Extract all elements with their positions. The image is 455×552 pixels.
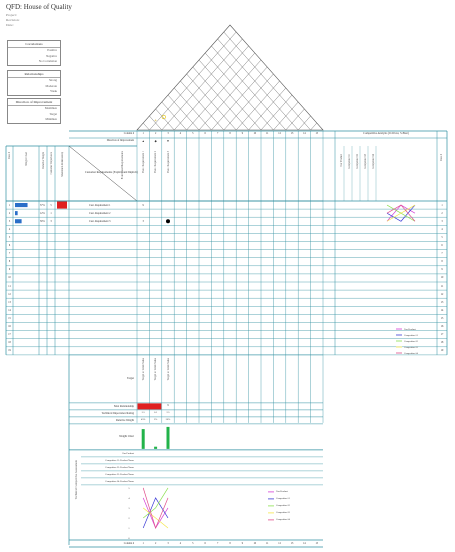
functional-requirements-heading: Functional Requirements [121,151,124,180]
left-header-label: Relative Weight [41,152,45,169]
direction-symbol: ▲ [141,139,145,143]
column-number: 7 [216,132,219,135]
column-number: 9 [241,132,244,135]
target-value: Target or Limit Value [141,357,145,381]
direction-symbol: ◆ [154,139,157,143]
customer-requirement-label: Cust. Requirement 3 [89,219,111,223]
row-number-right: 15 [440,316,444,320]
competitive-legend-label: Competitor #3 [404,345,418,349]
legend-moderate: Moderate [45,83,57,88]
bottom-column-number: 5 [192,541,194,545]
row-number: 5 [8,235,11,239]
bottom-column-label: Column # [123,541,134,545]
bottom-column-number: 2 [154,541,157,545]
left-header-label: Maximum Relationship [60,152,64,177]
row-number-right: 9 [441,268,443,272]
row-number: 17 [8,333,11,337]
revision-label: Revision: [6,18,20,22]
column-number: 3 [167,132,169,135]
relative-weight-value: 57% [40,203,45,207]
legend-minimize: Minimize [45,117,57,121]
competitive-row-label: Competitor #2: Product Name [105,465,134,469]
technical-legend-label: Competitor #1 [276,497,290,501]
column-number: 8 [229,132,231,135]
column-header-label: Column # [123,132,134,135]
competitive-header: Competitor #4 [372,154,375,170]
relationship-value: 9 [142,203,144,207]
row-number: 2 [8,211,11,215]
technical-importance-value: 2.5 [166,411,170,415]
bottom-row-label: Weight Chart [119,435,134,439]
competitive-legend-label: Competitor #4 [404,351,418,355]
row-number: 13 [8,300,11,304]
direction-symbol: ▼ [166,139,170,143]
row-number-right: 4 [441,227,443,231]
legend-weak: Weak [50,89,57,93]
roof-correlation-symbol: + [154,119,158,124]
weight-chart-bar [154,447,157,449]
bottom-column-number: 10 [253,541,257,545]
technical-legend-label: Competitor #3 [276,511,290,515]
bottom-row-label: Relative Weight [116,418,134,422]
relative-weight-bottom-value: 50% [165,418,171,422]
column-number: 13 [290,132,294,135]
row-number-right: 12 [440,292,444,296]
customer-importance-value: 5 [50,203,52,207]
row-number-header-right: Row # [440,154,443,161]
bottom-row-label: Technical Importance Rating [101,411,134,415]
technical-series-line [143,498,168,528]
column-number: 4 [179,132,182,135]
customer-requirement-label: Cust. Requirement 2 [89,211,111,215]
competitive-header: Competitor #1 [348,154,351,170]
row-number-right: 13 [440,300,444,304]
bottom-row-label: Target [126,377,134,381]
technical-importance-value: 0.1 [154,411,158,415]
bottom-column-number: 7 [216,541,219,545]
target-value: Target or Limit Value [154,357,158,381]
column-number: 2 [154,132,157,135]
column-number: 15 [315,132,319,135]
relationships-legend-title: Relationships [8,71,60,78]
relative-weight-value: 12% [40,211,45,215]
customer-requirement-label: Cust. Requirement 1 [89,203,111,207]
functional-requirement-label: Func. Requirement 2 [154,151,158,173]
correlation-roof [137,25,323,130]
bottom-row-label: Max Relationship [114,404,134,408]
column-number: 5 [192,132,194,135]
row-number: 8 [8,260,11,264]
date-label: Date: [6,23,14,27]
left-header-label: Weight Chart [24,152,28,166]
customer-importance-value: 3 [50,219,52,223]
legend-target: Target [49,111,57,116]
weight-bar [15,211,18,215]
row-number-right: 6 [441,244,443,247]
column-number: 10 [253,132,257,135]
row-number-right: 11 [440,284,444,288]
row-number: 3 [8,219,11,223]
competitive-analysis-title: Competitive Analysis (0=Worst, 5=Best) [363,132,409,135]
chart-axis-tick: 3 [128,506,130,510]
project-label: Project: [6,13,17,17]
row-number: 10 [8,276,11,280]
legend-negative: Negative [46,53,57,58]
technical-legend-label: Competitor #4 [276,518,290,522]
row-number: 7 [8,252,11,256]
relative-weight-value: 30% [40,219,45,223]
functional-requirement-label: Func. Requirement 3 [166,151,170,173]
bottom-column-number: 6 [204,541,206,545]
competitive-legend-label: Our Product [404,327,416,331]
customer-importance-value: 1 [50,211,52,215]
column-number: 6 [204,132,206,135]
weight-chart-bar [142,429,145,449]
legend-maximize: Maximize [44,106,57,110]
target-value: Target or Limit Value [166,357,170,381]
max-relationship-marker [57,202,67,209]
competitive-header: Our Product [340,154,343,167]
relationship-value: 3 [142,219,144,223]
bottom-column-number: 15 [315,541,319,545]
bottom-column-number: 4 [179,541,182,545]
bottom-column-number: 8 [229,541,231,545]
technical-series-line [143,508,168,528]
max-relationship-value: 9 [167,404,169,408]
competitive-header: Competitor #2 [356,154,359,170]
relationship-strong-dot [166,219,170,223]
row-number: 12 [8,292,11,296]
row-number-right: 14 [440,308,444,312]
correlations-legend-title: Correlations [8,41,60,48]
competitive-row-label: Competitor #4: Product Name [105,479,134,483]
customer-requirements-heading: Customer Requirements (Explicit and Implicit) [85,171,138,174]
row-number: 18 [8,341,11,345]
weight-bar [15,203,28,207]
competitive-row-label: Competitor #3: Product Name [105,472,134,476]
row-number-right: 16 [440,325,444,328]
row-number: 19 [8,349,11,353]
roof-outline [137,25,323,130]
relative-weight-bottom-value: 45% [140,418,146,422]
bottom-column-number: 13 [290,541,294,545]
row-number: 14 [8,308,11,312]
column-number: 14 [303,132,306,135]
direction-legend-title: Direction of Improvement [8,99,60,106]
bottom-column-number: 3 [167,541,169,545]
bottom-column-number: 12 [278,541,281,545]
row-number: 15 [8,316,11,320]
technical-competitive-title: Technical Competitive Assessment [75,459,78,499]
technical-legend-label: Our Product [276,490,288,494]
row-number: 16 [8,325,11,328]
max-relationship-strong-marker [138,403,162,409]
bottom-column-number: 11 [265,541,269,545]
column-number: 1 [142,132,144,135]
bottom-column-number: 1 [142,541,144,545]
row-number: 1 [8,203,11,207]
technical-importance-value: 5.5 [141,411,145,415]
page-title: QFD: House of Quality [6,3,72,11]
row-number-right: 19 [440,349,444,353]
row-number-right: 18 [440,341,444,345]
column-number: 11 [265,132,269,135]
row-number-right: 1 [441,203,443,207]
row-number: 11 [8,284,11,288]
legend-no-correlation: No Correlation [38,59,57,63]
left-header-label: Customer Importance [49,152,53,175]
chart-axis-tick: 2 [128,516,130,520]
weight-chart-bar [167,427,170,449]
competitive-legend-label: Competitor #2 [404,339,418,343]
row-number: 9 [8,268,11,272]
row-number-right: 5 [441,235,443,239]
relative-weight-bottom-value: 5% [154,418,158,422]
technical-legend-label: Competitor #2 [276,504,290,508]
chart-axis-tick: 0 [128,537,130,540]
competitive-header: Competitor #3 [364,154,367,170]
legend-positive: Positive [47,48,57,52]
row-number-right: 3 [441,219,443,223]
column-number: 12 [278,132,281,135]
competitive-legend-label: Competitor #1 [404,333,418,337]
row-number-right: 17 [440,333,444,337]
legend-strong: Strong [48,78,57,82]
left-header-label: Row # [8,152,11,159]
row-number-right: 7 [441,252,443,256]
direction-label: Direction of Improvement [106,139,134,142]
technical-series-line [143,498,168,528]
row-number-right: 10 [440,276,444,280]
row-number-right: 8 [441,260,443,264]
matrix-grid [6,131,447,547]
competitive-row-label: Our Product [122,451,134,455]
weight-bar [15,219,22,223]
row-number: 4 [8,227,11,231]
row-number: 6 [8,244,11,247]
chart-axis-tick: 1 [128,526,130,530]
chart-axis-tick: 5 [128,486,130,490]
bottom-column-number: 14 [303,541,306,545]
bottom-column-number: 9 [241,541,244,545]
row-number-right: 2 [441,211,443,215]
functional-requirement-label: Func. Requirement 1 [141,151,145,173]
chart-axis-tick: 4 [128,496,130,500]
competitive-row-label: Competitor #1: Product Name [105,458,134,462]
